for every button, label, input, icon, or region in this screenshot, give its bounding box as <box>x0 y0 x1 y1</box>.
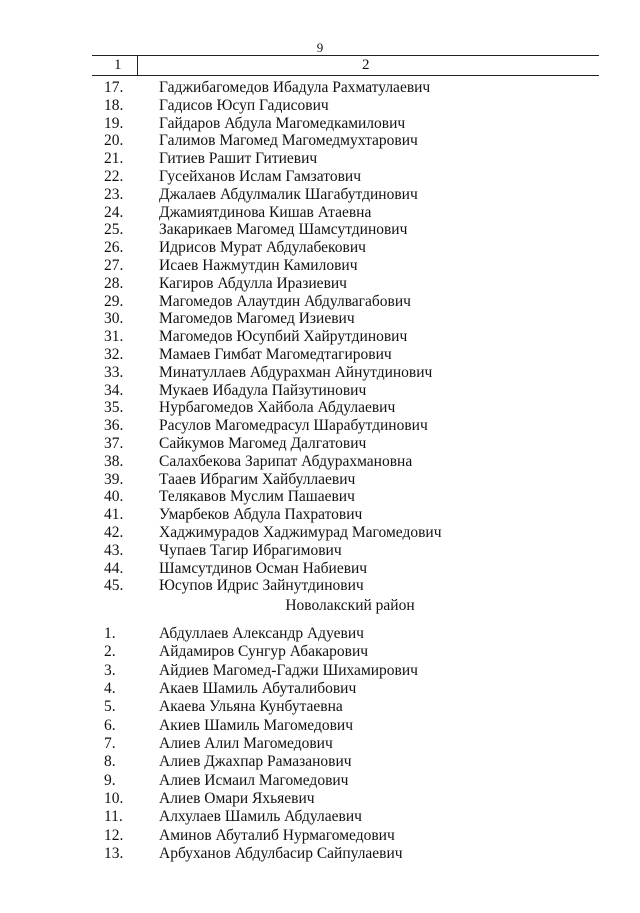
list-item <box>0 471 640 489</box>
item-number: 19. <box>104 114 124 132</box>
person-name: Мамаев Гимбат Магомедтагирович <box>159 345 392 363</box>
person-name: Умарбеков Абдула Пахратович <box>159 506 363 524</box>
list-item <box>0 204 640 222</box>
person-name: Алиев Исмаил Магомедович <box>159 771 349 789</box>
list-item <box>0 186 640 204</box>
item-number: 32. <box>104 345 124 363</box>
list-item <box>0 827 640 845</box>
person-name: Сайкумов Магомед Далгатович <box>159 434 367 452</box>
list-item <box>0 808 640 826</box>
item-number: 30. <box>104 310 124 328</box>
person-name: Салахбекова Зарипат Абдурахмановна <box>159 452 413 470</box>
person-name: Алхулаев Шамиль Абдулаевич <box>159 808 362 826</box>
list-item <box>0 97 640 115</box>
item-number: 43. <box>104 541 124 559</box>
item-number: 39. <box>104 470 124 488</box>
person-name: Айдамиров Сунгур Абакарович <box>159 643 369 661</box>
item-number: 2. <box>104 643 116 661</box>
person-name: Юсупов Идрис Зайнутдинович <box>159 577 364 595</box>
person-name: Галимов Магомед Магомедмухтарович <box>159 132 418 150</box>
list-item <box>0 643 640 661</box>
person-name: Телякавов Муслим Пашаевич <box>159 488 355 506</box>
list-item <box>0 293 640 311</box>
list-item <box>0 542 640 560</box>
person-name: Гаджибагомедов Ибадула Рахматулаевич <box>159 79 431 96</box>
person-name: Акаева Ульяна Кунбутаевна <box>159 698 343 716</box>
person-name: Гитиев Рашит Гитиевич <box>159 150 318 168</box>
list-item <box>0 239 640 257</box>
item-number: 42. <box>104 523 124 541</box>
item-number: 10. <box>104 790 124 808</box>
person-name: Кагиров Абдулла Иразиевич <box>159 274 347 292</box>
item-number: 23. <box>104 185 124 203</box>
item-number: 25. <box>104 221 124 239</box>
item-number: 12. <box>104 826 124 844</box>
list-item <box>0 845 640 863</box>
list-item <box>0 772 640 790</box>
item-number: 38. <box>104 452 124 470</box>
item-number: 24. <box>104 203 124 221</box>
person-name: Айдиев Магомед-Гаджи Шихамирович <box>159 661 418 679</box>
person-name: Алиев Омари Яхьяевич <box>159 790 315 808</box>
person-name: Абдуллаев Александр Адуевич <box>159 625 364 642</box>
person-name: Аминов Абуталиб Нурмагомедович <box>159 826 395 844</box>
list-item <box>0 168 640 186</box>
list-item <box>0 625 640 643</box>
item-number: 18. <box>104 96 124 114</box>
item-number: 20. <box>104 132 124 150</box>
column-header-1: 1 <box>114 57 122 73</box>
list-item <box>0 79 640 97</box>
item-number: 17. <box>104 79 124 96</box>
list-item <box>0 698 640 716</box>
list-item <box>0 735 640 753</box>
list-item <box>0 221 640 239</box>
item-number: 34. <box>104 381 124 399</box>
item-number: 22. <box>104 167 124 185</box>
list-item <box>0 150 640 168</box>
list-item <box>0 435 640 453</box>
person-name: Мукаев Ибадула Пайзутинович <box>159 381 367 399</box>
list-item <box>0 257 640 275</box>
list-item <box>0 364 640 382</box>
person-name: Алиев Джахпар Рамазанович <box>159 753 352 771</box>
item-number: 33. <box>104 363 124 381</box>
person-name: Хаджимурадов Хаджимурад Магомедович <box>159 523 442 541</box>
item-number: 31. <box>104 328 124 346</box>
item-number: 37. <box>104 434 124 452</box>
list-item <box>0 382 640 400</box>
person-name: Акиев Шамиль Магомедович <box>159 716 354 734</box>
section-title: Новолакский район <box>285 597 415 614</box>
list-item <box>0 310 640 328</box>
item-number: 8. <box>104 753 116 771</box>
person-name: Расулов Магомедрасул Шарабутдинович <box>159 417 428 435</box>
item-number: 44. <box>104 559 124 577</box>
item-number: 36. <box>104 417 124 435</box>
name-list-novolaksky <box>0 625 640 863</box>
item-number: 35. <box>104 399 124 417</box>
table-header <box>92 55 599 76</box>
item-number: 4. <box>104 680 116 698</box>
item-number: 28. <box>104 274 124 292</box>
list-item <box>0 717 640 735</box>
person-name: Гадисов Юсуп Гадисович <box>159 96 329 114</box>
person-name: Шамсутдинов Осман Набиевич <box>159 559 368 577</box>
list-item <box>0 753 640 771</box>
list-item <box>0 506 640 524</box>
item-number: 5. <box>104 698 116 716</box>
list-item <box>0 577 640 595</box>
person-name: Магомедов Юсупбий Хайрутдинович <box>159 328 408 346</box>
list-item <box>0 453 640 471</box>
person-name: Джалаев Абдулмалик Шагабутдинович <box>159 185 418 203</box>
item-number: 1. <box>104 625 116 642</box>
list-item <box>0 346 640 364</box>
item-number: 45. <box>104 577 124 595</box>
list-item <box>0 115 640 133</box>
list-item <box>0 524 640 542</box>
item-number: 41. <box>104 506 124 524</box>
item-number: 11. <box>104 808 123 826</box>
person-name: Гусейханов Ислам Гамзатович <box>159 167 361 185</box>
person-name: Гайдаров Абдула Магомедкамилович <box>159 114 406 132</box>
person-name: Минатуллаев Абдурахман Айнутдинович <box>159 363 433 381</box>
item-number: 29. <box>104 292 124 310</box>
item-number: 6. <box>104 716 116 734</box>
list-item <box>0 488 640 506</box>
name-list-continued <box>0 79 640 595</box>
page-number: 9 <box>316 40 324 55</box>
column-divider <box>137 56 138 75</box>
list-item <box>0 680 640 698</box>
list-item <box>0 132 640 150</box>
item-number: 13. <box>104 845 124 863</box>
person-name: Магомедов Алаутдин Абдулвагабович <box>159 292 411 310</box>
item-number: 21. <box>104 150 124 168</box>
person-name: Нурбагомедов Хайбола Абдулаевич <box>159 399 396 417</box>
item-number: 26. <box>104 239 124 257</box>
item-number: 7. <box>104 735 116 753</box>
list-item <box>0 417 640 435</box>
person-name: Джамиятдинова Кишав Атаевна <box>159 203 372 221</box>
list-item <box>0 328 640 346</box>
item-number: 27. <box>104 256 124 274</box>
person-name: Исаев Нажмутдин Камилович <box>159 256 358 274</box>
list-item <box>0 790 640 808</box>
list-item <box>0 275 640 293</box>
item-number: 3. <box>104 661 116 679</box>
list-item <box>0 399 640 417</box>
column-header-2: 2 <box>362 57 370 73</box>
person-name: Магомедов Магомед Изиевич <box>159 310 355 328</box>
person-name: Чупаев Тагир Ибрагимович <box>159 541 342 559</box>
person-name: Арбуханов Абдулбасир Сайпулаевич <box>159 845 403 863</box>
person-name: Закарикаев Магомед Шамсутдинович <box>159 221 408 239</box>
item-number: 40. <box>104 488 124 506</box>
item-number: 9. <box>104 771 116 789</box>
person-name: Тааев Ибрагим Хайбуллаевич <box>159 470 356 488</box>
person-name: Акаев Шамиль Абуталибович <box>159 680 357 698</box>
person-name: Алиев Алил Магомедович <box>159 735 333 753</box>
person-name: Идрисов Мурат Абдулабекович <box>159 239 366 257</box>
list-item <box>0 662 640 680</box>
list-item <box>0 560 640 578</box>
